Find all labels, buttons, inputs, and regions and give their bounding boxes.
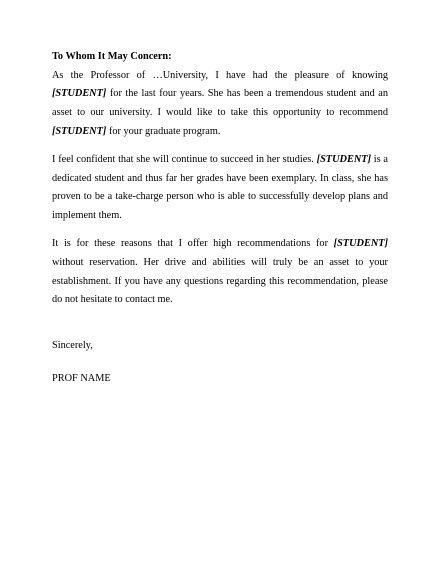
paragraph-3-text-a: It is for these reasons that I offer high recommendations for [52,238,334,250]
paragraph-3-text-b: without reservation. Her drive and abilities will truly be an asset to your establishment. If you have any questions regarding this recommendation, please do not hesitate to contact me. [52,256,388,306]
student-placeholder: [STUDENT] [52,88,107,100]
paragraph-1-text-a: As the Professor of …University, I have had the pleasure of knowing [52,69,388,81]
student-placeholder: [STUDENT] [52,125,107,137]
paragraph-1-text-b: for the last four years. She has been a tremendous student and an asset to our university. I would like to take this opportunity to recommend [52,88,388,119]
paragraph-2-text-b: is a dedicated student and thus far her grades have been exemplary. In class, she has proven to be a take-charge person who is able to successfully develop plans and implement them. [52,153,388,222]
closing: Sincerely, [52,339,93,351]
paragraph-2 [52,151,388,226]
student-placeholder: [STUDENT] [316,153,371,165]
letter-body [52,48,388,389]
student-placeholder: [STUDENT] [333,238,388,250]
signature-name: PROF NAME [52,373,111,385]
paragraph-3 [52,235,388,310]
paragraph-1-text-c: for your graduate program. [106,125,221,137]
paragraph-2-text-a: I feel confident that she will continue to succeed in her studies. [52,153,317,165]
salutation: To Whom It May Concern: [52,51,172,62]
paragraph-1 [52,67,388,142]
